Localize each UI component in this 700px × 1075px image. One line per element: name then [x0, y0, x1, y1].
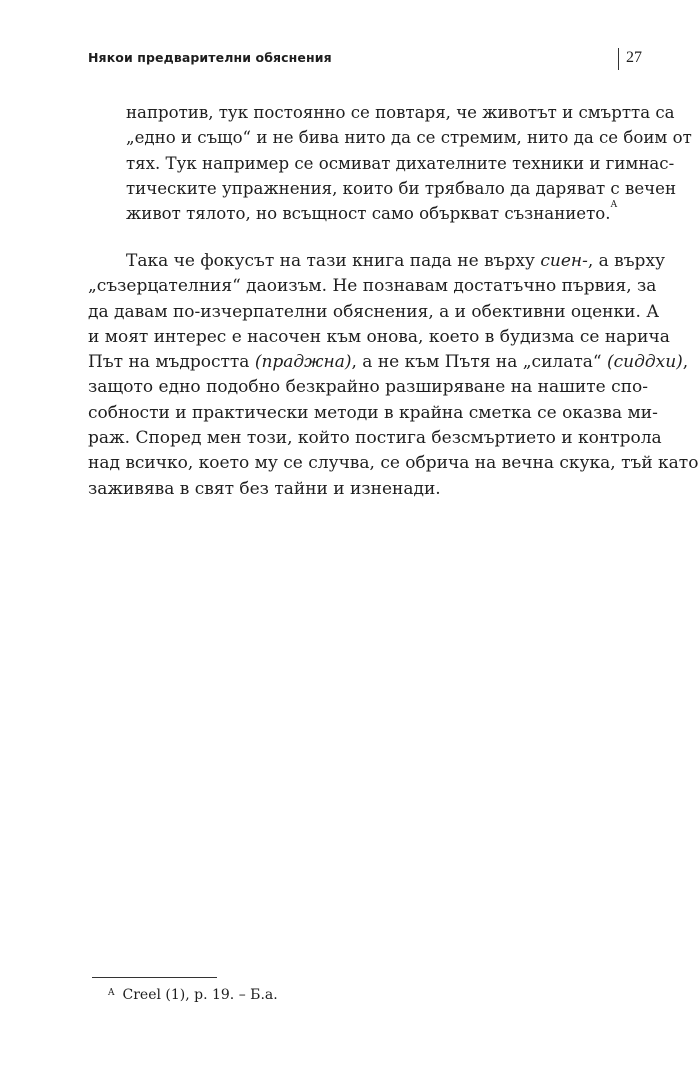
- text-line: „едно и също“ и не бива нито да се стремим, нито да се боим от: [126, 128, 692, 148]
- text-line: напротив, тук постоянно се повтаря, че животът и смъртта са: [126, 103, 675, 122]
- footnote-text: Creel (1), p. 19. – Б.а.: [122, 987, 278, 1003]
- italic-term: сиен-: [540, 251, 588, 271]
- running-head-title: Някои предварителни обяснения: [88, 50, 332, 65]
- text-line: тях. Тук например се осмиват дихателните техники и гимнас-: [126, 153, 675, 173]
- text-line: да давам по-изчерпателни обяснения, а и обективни оценки. А: [88, 301, 660, 322]
- page-number: 27: [626, 49, 642, 66]
- text-run: Път на мъдростта: [88, 352, 255, 373]
- body-paragraph: [88, 249, 699, 502]
- italic-term: (праджна): [254, 352, 352, 373]
- text-line: собности и практически методи в крайна сметка се оказва ми-: [88, 402, 658, 423]
- text-run: , а не към Пътя на „силата“: [351, 352, 607, 373]
- quoted-passage: [126, 100, 692, 226]
- text-line: и моят интерес е насочен към онова, което в будизма се нарича: [88, 326, 670, 347]
- footnote-reference: A: [610, 200, 618, 211]
- footnote-divider: [92, 977, 217, 978]
- running-head: [88, 48, 648, 70]
- text-run: Така че фокусът на тази книга пада не върху: [126, 251, 541, 271]
- text-line: „съзерцателния“ даоизъм. Не познавам достатъчно първия, за: [88, 276, 657, 297]
- italic-term: (сиддхи): [606, 352, 683, 373]
- text-line: защото едно подобно безкрайно разширяване на нашите спо-: [88, 377, 648, 398]
- text-line: заживява в свят без тайни и изненади.: [88, 478, 441, 499]
- text-line: [88, 350, 689, 375]
- text-line: [126, 201, 648, 226]
- text-line: тическите упражнения, които би трябвало да даряват с вечен: [126, 178, 677, 198]
- text-line: над всичко, което му се случва, се обрича на вечна скука, тъй като: [88, 453, 699, 474]
- footnote: [108, 986, 278, 1006]
- text-line-content: живот тялото, но всъщност само объркват съзнанието.: [126, 204, 611, 224]
- text-line: [88, 249, 666, 274]
- footnote-mark: A: [108, 988, 115, 998]
- text-run: ,: [682, 352, 689, 373]
- running-head-divider: [618, 48, 619, 70]
- text-line: раж. Според мен този, който постига безсмъртието и контрола: [88, 428, 662, 449]
- text-run: , а върху: [587, 251, 666, 271]
